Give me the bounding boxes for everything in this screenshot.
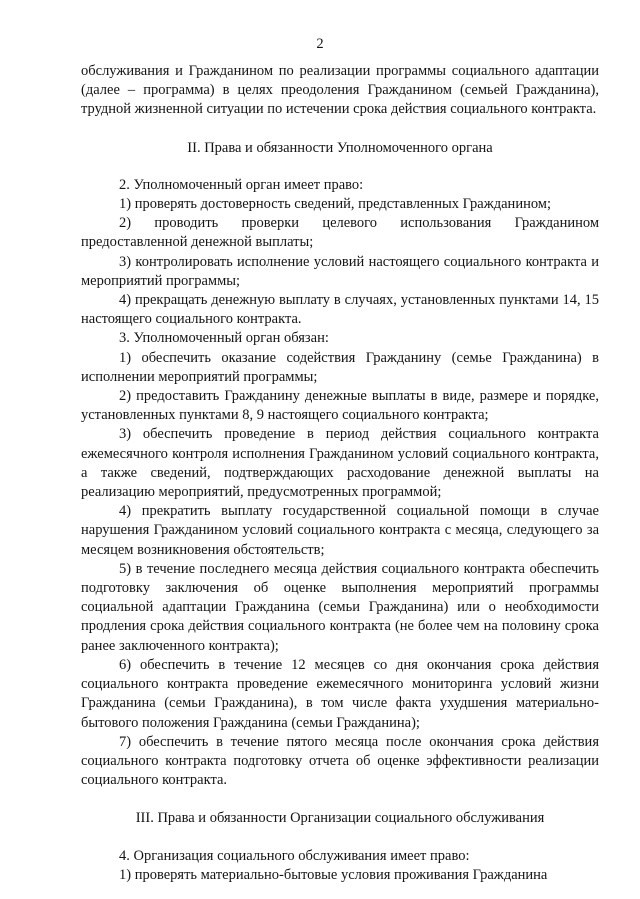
clause-2-item-1: 1) проверять достоверность сведений, представленных Гражданином; [119, 196, 552, 213]
clause-3-item-7: 7) обеспечить в течение пятого месяца после окончания срока действия социального контракта подготовку отчета об оценке эффективности реализации социального контракта. [81, 733, 599, 789]
clause-3-item-3: 3) обеспечить проведение в период действия социального контракта ежемесячного контроля исполнения Гражданином условий социального контракта, а также сведений, подтверждающих расходование денежной выплаты на реализацию мероприятий, предусмотренных программой; [81, 426, 599, 501]
clause-2-item-4: 4) прекращать денежную выплату в случаях, установленных пунктами 14, 15 настоящего социального контракта. [81, 292, 599, 328]
section-3-heading: III. Права и обязанности Организации социального обслуживания [135, 810, 545, 827]
clause-3-intro: 3. Уполномоченный орган обязан: [119, 330, 329, 347]
section-2-heading: II. Права и обязанности Уполномоченного органа [187, 139, 493, 156]
clause-2-intro: 2. Уполномоченный орган имеет право: [119, 176, 364, 193]
continuation-paragraph: обслуживания и Гражданином по реализации программы социального адаптации (далее – программа) в целях преодоления Гражданином (семьей Гражданина), трудной жизненной ситуации по истечении срока действия социального контракта. [81, 63, 599, 118]
clause-2-item-2: 2) проводить проверки целевого использования Гражданином предоставленной денежной выплаты; [81, 215, 599, 251]
clause-3-item-4: 4) прекратить выплату государственной социальной помощи в случае нарушения Гражданином условий социального контракта с месяца, следующего за месяцем возникновения обстоятельств; [81, 503, 599, 558]
clause-3-item-1: 1) обеспечить оказание содействия Гражданину (семье Гражданина) в исполнении мероприятий программы; [81, 349, 599, 385]
clause-3-item-6: 6) обеспечить в течение 12 месяцев со дня окончания срока действия социального контракта проведение ежемесячного мониторинга условий жизни Гражданина (семьи Гражданина), в том числе факта ухудшения материально-бытового положения Гражданина (семьи Гражданина); [81, 656, 599, 731]
document-body [81, 62, 599, 885]
clause-3-item-2: 2) предоставить Гражданину денежные выплаты в виде, размере и порядке, установленных пунктами 8, 9 настоящего социального контракта; [81, 388, 599, 424]
clause-2-item-3: 3) контролировать исполнение условий настоящего социального контракта и мероприятий программы; [81, 253, 599, 289]
page-number: 2 [316, 36, 324, 52]
clause-4-intro: 4. Организация социального обслуживания имеет право: [119, 847, 470, 864]
clause-3-item-5: 5) в течение последнего месяца действия социального контракта обеспечить подготовку заключения об оценке выполнения мероприятий программы социальной адаптации Гражданина (семьи Гражданина) или о необходимости продления срока действия социального контракта (не более чем на половину срока ранее заключенного контракта); [81, 560, 599, 654]
clause-4-item-1: 1) проверять материально-бытовые условия проживания Гражданина [119, 866, 548, 883]
